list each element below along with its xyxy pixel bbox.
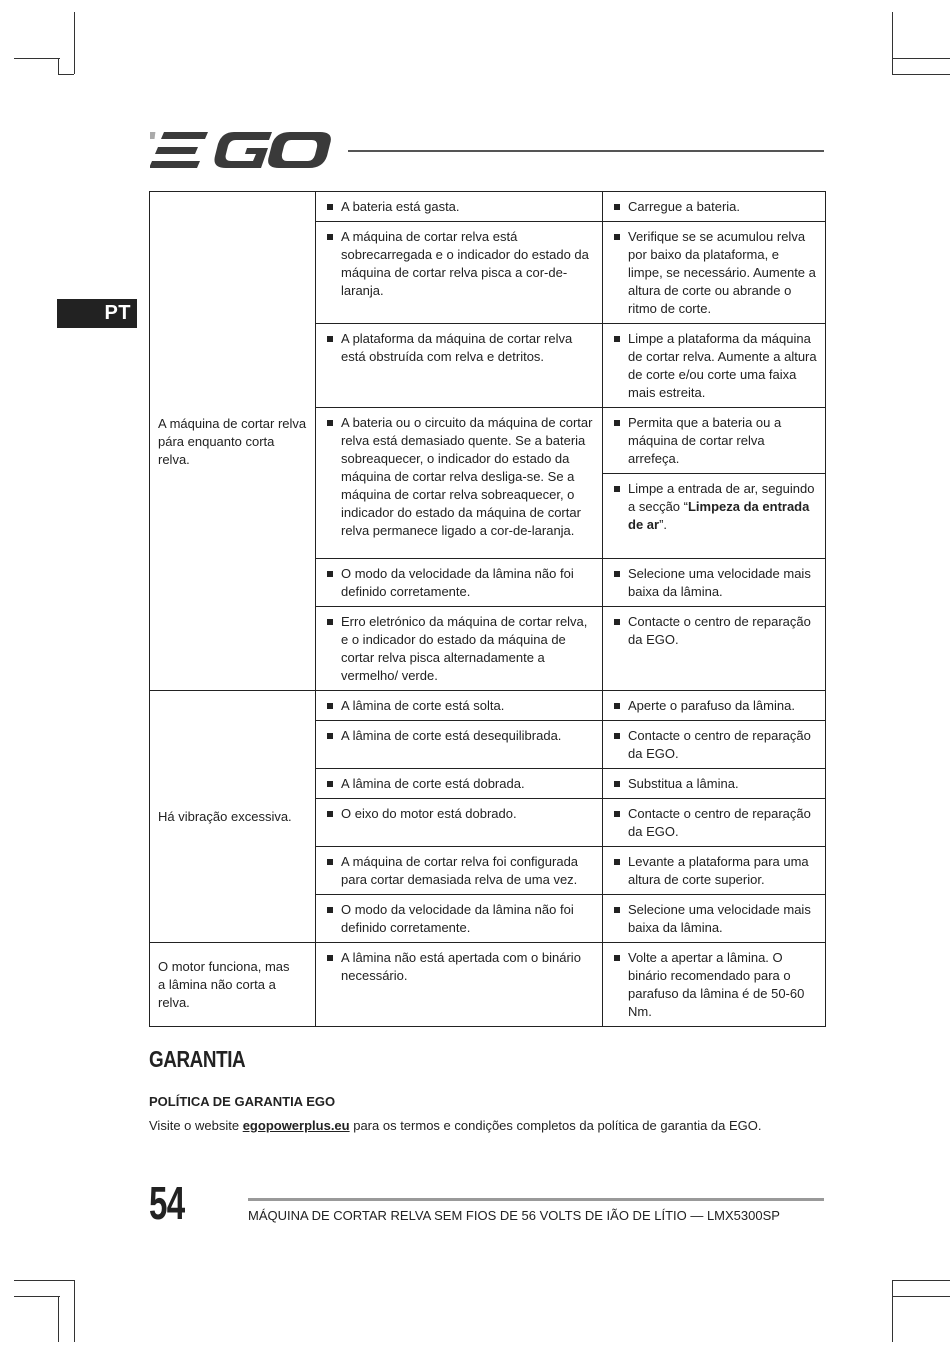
cause-cell — [316, 408, 603, 559]
problem-cell: Há vibração excessiva. — [150, 691, 316, 943]
list-item: A lâmina de corte está desequilibrada. — [326, 727, 594, 745]
cause-cell — [316, 324, 603, 408]
crop-mark — [14, 1280, 74, 1281]
crop-mark — [892, 1296, 950, 1297]
solution-cell — [603, 691, 826, 721]
crop-mark — [74, 1280, 75, 1342]
list-item: A bateria ou o circuito da máquina de cortar relva está demasiado quente. Se a bateria sobreaquecer, o indicador do estado da máquina de cortar relva desliga-se. Se a máquina de cortar relva sobreaquecer, o indicador do estado da máquina de cortar relva permanece ligado a cor-de-laranja. — [326, 414, 594, 540]
table-row — [150, 943, 826, 1027]
list-item: A máquina de cortar relva foi configurada para cortar demasiada relva de uma vez. — [326, 853, 594, 889]
header-rule — [348, 150, 824, 152]
table-row — [150, 691, 826, 721]
cause-cell — [316, 192, 603, 222]
problem-cell: A máquina de cortar relva pára enquanto corta relva. — [150, 192, 316, 691]
language-tab: PT — [57, 299, 137, 328]
list-item: Contacte o centro de reparação da EGO. — [613, 727, 817, 763]
solution-cell — [603, 607, 826, 691]
troubleshooting-table — [149, 191, 826, 1027]
cause-cell — [316, 799, 603, 847]
solution-cell — [603, 721, 826, 769]
cause-cell — [316, 559, 603, 607]
solution-cell — [603, 192, 826, 222]
list-item: Verifique se se acumulou relva por baixo da plataforma, e limpe, se necessário. Aumente a altura de corte ou abrande o ritmo de corte. — [613, 228, 817, 318]
list-item: A lâmina de corte está solta. — [326, 697, 594, 715]
list-item: Limpe a plataforma da máquina de cortar relva. Aumente a altura de corte e/ou corte uma faixa mais estreita. — [613, 330, 817, 402]
warranty-heading: GARANTIA — [149, 1046, 246, 1072]
crop-mark — [892, 1280, 950, 1281]
cause-cell — [316, 769, 603, 799]
solution-cell — [603, 324, 826, 408]
list-item: Substitua a lâmina. — [613, 775, 817, 793]
solution-text: ”. — [659, 517, 668, 532]
policy-text-before: Visite o website — [149, 1118, 243, 1133]
solution-cell — [603, 847, 826, 895]
crop-mark — [892, 12, 893, 74]
list-item: O modo da velocidade da lâmina não foi definido corretamente. — [326, 565, 594, 601]
list-item: Permita que a bateria ou a máquina de cortar relva arrefeça. — [613, 414, 817, 468]
warranty-policy-heading: POLÍTICA DE GARANTIA EGO — [149, 1094, 336, 1109]
policy-text-after: para os termos e condições completos da política de garantia da EGO. — [349, 1118, 762, 1133]
crop-mark — [58, 1296, 59, 1342]
list-item: Contacte o centro de reparação da EGO. — [613, 613, 817, 649]
list-item: Carregue a bateria. — [613, 198, 817, 216]
problem-line: a lâmina não corta a relva. — [158, 977, 276, 1010]
cause-cell — [316, 691, 603, 721]
page-number: 54 — [149, 1177, 185, 1229]
list-item: A máquina de cortar relva está sobrecarregada e o indicador do estado da máquina de cortar relva pisca a cor-de-laranja. — [326, 228, 594, 300]
warranty-policy-text — [149, 1118, 762, 1133]
footer-title: MÁQUINA DE CORTAR RELVA SEM FIOS DE 56 VOLTS DE IÃO DE LÍTIO — LMX5300SP — [248, 1208, 780, 1223]
solution-cell — [603, 769, 826, 799]
crop-mark — [58, 58, 59, 74]
problem-line: O motor funciona, mas — [158, 959, 290, 974]
list-item: A lâmina de corte está dobrada. — [326, 775, 594, 793]
cause-cell — [316, 943, 603, 1027]
crop-mark — [892, 1280, 893, 1342]
crop-mark — [892, 58, 950, 59]
list-item: Volte a apertar a lâmina. O binário recomendado para o parafuso da lâmina é de 50-60 Nm. — [613, 949, 817, 1021]
list-item: A lâmina não está apertada com o binário necessário. — [326, 949, 594, 985]
solution-text: Limpe a entrada de ar, seguindo a secção “ — [628, 481, 815, 514]
list-item: O eixo do motor está dobrado. — [326, 805, 594, 823]
crop-mark — [14, 58, 60, 59]
list-item: Levante a plataforma para uma altura de corte superior. — [613, 853, 817, 889]
crop-mark — [74, 12, 75, 74]
list-item: O modo da velocidade da lâmina não foi definido corretamente. — [326, 901, 594, 937]
website-link[interactable]: egopowerplus.eu — [242, 1118, 350, 1133]
cause-cell — [316, 895, 603, 943]
list-item: Erro eletrónico da máquina de cortar relva, e o indicador do estado da máquina de cortar relva pisca alternadamente a vermelho/ verde. — [326, 613, 594, 685]
list-item: Selecione uma velocidade mais baixa da lâmina. — [613, 565, 817, 601]
cause-cell — [316, 847, 603, 895]
solution-cell — [603, 474, 826, 559]
crop-mark — [58, 74, 74, 75]
solution-cell — [603, 559, 826, 607]
solution-cell — [603, 222, 826, 324]
crop-mark — [892, 74, 950, 75]
solution-cell — [603, 799, 826, 847]
list-item — [613, 480, 817, 534]
table-row — [150, 192, 826, 222]
list-item: Aperte o parafuso da lâmina. — [613, 697, 817, 715]
ego-logo — [150, 130, 332, 172]
list-item: Selecione uma velocidade mais baixa da lâmina. — [613, 901, 817, 937]
list-item: A bateria está gasta. — [326, 198, 594, 216]
problem-cell — [150, 943, 316, 1027]
cause-cell — [316, 721, 603, 769]
solution-cell — [603, 408, 826, 474]
footer-rule — [248, 1198, 824, 1201]
list-item: A plataforma da máquina de cortar relva está obstruída com relva e detritos. — [326, 330, 594, 366]
solution-cell — [603, 895, 826, 943]
section-reference: Limpeza da entrada de ar — [628, 499, 810, 532]
cause-cell — [316, 222, 603, 324]
cause-cell — [316, 607, 603, 691]
crop-mark — [14, 1296, 60, 1297]
solution-cell — [603, 943, 826, 1027]
list-item: Contacte o centro de reparação da EGO. — [613, 805, 817, 841]
